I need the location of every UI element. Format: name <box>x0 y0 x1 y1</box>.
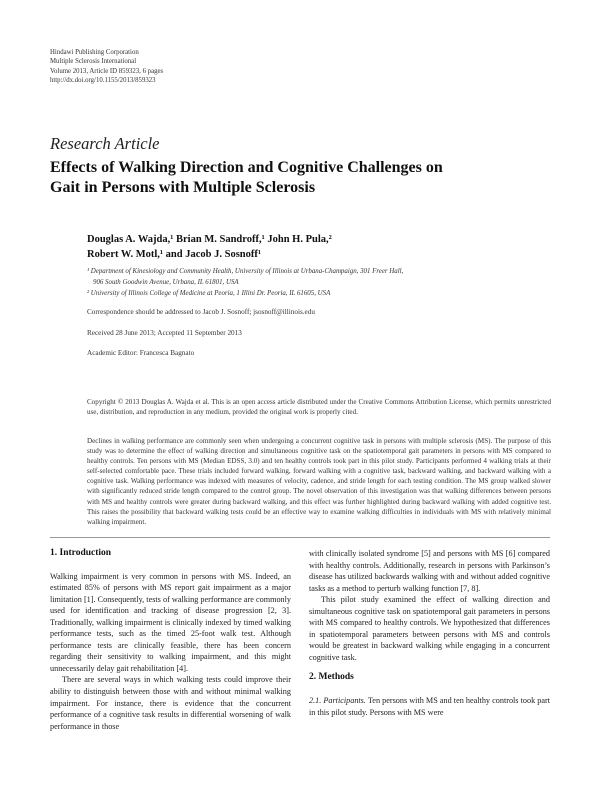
participants-subheading: 2.1. Participants. <box>309 696 366 706</box>
participants-text: Ten persons with MS and ten healthy controls took part in this pilot study. Persons with MS were <box>309 696 550 717</box>
section-divider <box>50 537 550 538</box>
journal-info <box>50 48 163 85</box>
section-gap <box>309 663 550 672</box>
intro-paragraph-1: Walking impairment is very common in persons with MS. Indeed, an estimated 85% of persons with MS report gait impairment as a major limitation [1]. Consequently, tests of walking performance are commonly used for identification and tracking of disease progression [2, 3]. Traditionally, walking impairment is clinically indexed by timed walking performance tests, such as the timed 25-foot walk test. Although performance tests are clinically feasible, there has been concern regarding their sensitivity to walking impairment, and this might unnecessarily delay gait rehabilitation [4]. <box>50 571 291 673</box>
title-line-1: Effects of Walking Direction and Cognitive Challenges on <box>50 159 443 176</box>
academic-editor: Academic Editor: Francesca Bagnato <box>87 349 195 357</box>
authors-line-1: Douglas A. Wajda,¹ Brian M. Sandroff,¹ John H. Pula,² <box>87 234 332 245</box>
intro-paragraph-3: with clinically isolated syndrome [5] and persons with MS [6] compared with healthy controls. Additionally, research in persons with Parkinson’s disease has utilized backwards walking with and without added cognitive tasks as a method to perturb walking function [7, 8]. <box>309 549 550 593</box>
affiliation-1-cont: 906 South Goodwin Avenue, Urbana, IL 61801, USA <box>93 279 239 286</box>
copyright-notice: Copyright © 2013 Douglas A. Wajda et al. This is an open access article distributed under the Creative Commons Attribution License, which permits unrestricted use, distribution, and reproduction in any medium, provided the original work is properly cited. <box>87 398 551 416</box>
right-column <box>309 548 550 718</box>
correspondence: Correspondence should be addressed to Jacob J. Sosnoff; jsosnoff@illinois.edu <box>87 308 315 316</box>
title-line-2: Gait in Persons with Multiple Sclerosis <box>50 179 316 196</box>
affiliations <box>87 266 557 299</box>
left-column <box>50 548 291 732</box>
methods-paragraph-1 <box>309 695 550 718</box>
article-title <box>50 158 550 198</box>
intro-paragraph-4: This pilot study examined the effect of walking direction and simultaneous cognitive task on spatiotemporal gait parameters in persons with MS compared to healthy controls. We hypothesized that differences in spatiotemporal parameters between persons with MS and controls would be greatest in backward walking while engaging in a concurrent cognitive task. <box>309 595 550 662</box>
publisher-name: Hindawi Publishing Corporation <box>50 49 139 56</box>
introduction-heading: 1. Introduction <box>50 548 112 558</box>
abstract: Declines in walking performance are commonly seen when undergoing a concurrent cognitive task in persons with multiple sclerosis (MS). The purpose of this study was to determine the effect of walking direction and simultaneous cognitive task on the spatiotemporal gait parameters in persons with MS compared to healthy controls. Ten persons with MS (Median EDSS, 3.0) and ten healthy controls took part in this pilot study. Participants performed 4 walking trials at their self-selected comfortable pace. These trials included forward walking, forward walking with a cognitive task, backward walking, and backward walking with a cognitive task. Walking performance was indexed with measures of velocity, cadence, and stride length for each testing condition. The MS group walked slower with significantly reduced stride length compared to the control group. The novel observation of this investigation was that walking differences between persons with MS and healthy controls were greater during backward walking, and this effect was further highlighted during backward walking with added cognitive test. This raises the possibility that backward walking tests could be an effective way to examine walking difficulties in individuals with MS with relatively minimal walking impairment. <box>87 437 551 526</box>
received-dates: Received 28 June 2013; Accepted 11 September 2013 <box>87 329 242 337</box>
article-type: Research Article <box>50 134 160 153</box>
volume-info: Volume 2013, Article ID 859323, 6 pages <box>50 67 164 75</box>
affiliation-1: ¹ Department of Kinesiology and Community Health, University of Illinois at Urbana-Champaign, 301 Freer Hall, <box>87 268 404 275</box>
methods-heading: 2. Methods <box>309 672 354 683</box>
authors-line-2: Robert W. Motl,¹ and Jacob J. Sosnoff¹ <box>87 249 262 260</box>
affiliation-2: ² University of Illinois College of Medicine at Peoria, 1 Illini Dr. Peoria, IL 61605, USA <box>87 290 331 297</box>
doi-link[interactable]: http://dx.doi.org/10.1155/2013/859323 <box>50 76 156 84</box>
journal-name: Multiple Sclerosis International <box>50 58 137 66</box>
author-list <box>87 232 557 262</box>
intro-paragraph-2: There are several ways in which walking tests could improve their ability to distinguish between those with and without minimal walking impairment. For instance, there is evidence that the concurrent performance of a cognitive task results in differential worsening of walk performance in those <box>50 675 291 731</box>
